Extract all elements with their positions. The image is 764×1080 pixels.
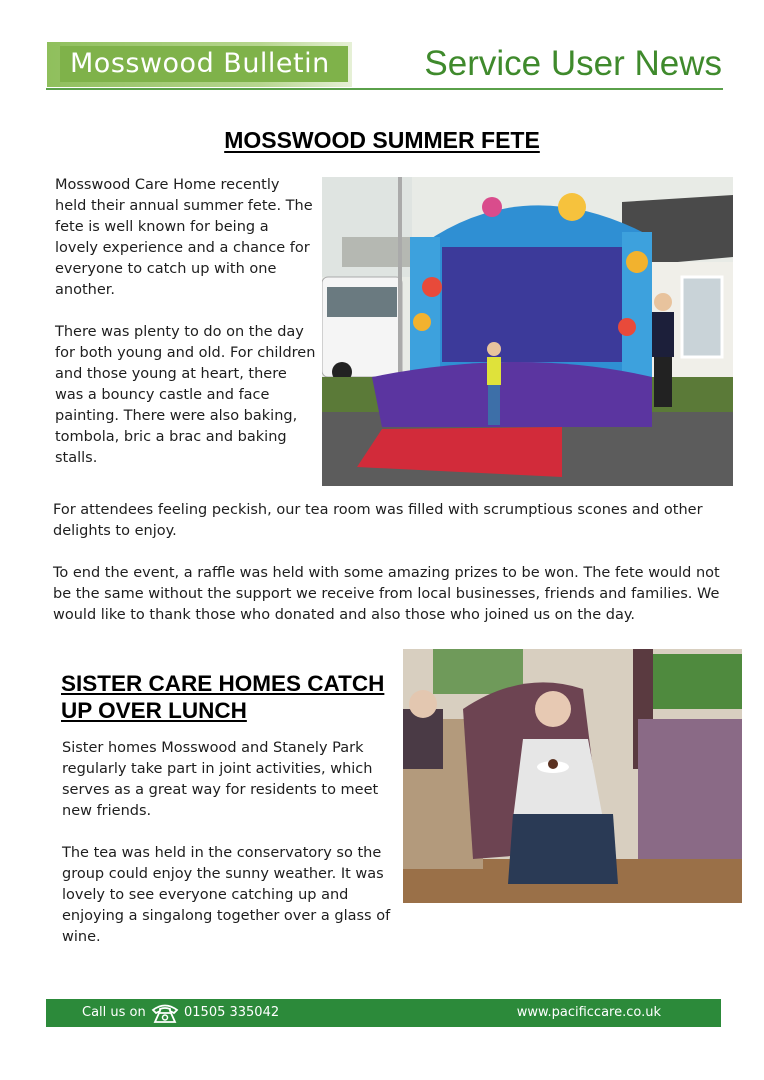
section-title: Service User News xyxy=(424,44,722,83)
footer-bar xyxy=(46,999,721,1027)
article2-title: SISTER CARE HOMES CATCH UP OVER LUNCH xyxy=(61,671,385,723)
article1-para4: To end the event, a raffle was held with some amazing prizes to be won. The fete would not be the same without the support we receive from local businesses, friends and families. We would like to thank those who donated and also those who joined us on the day. xyxy=(53,565,720,623)
bulletin-title: Mosswood Bulletin xyxy=(60,46,348,82)
footer-phone-number[interactable]: 01505 335042 xyxy=(184,1005,280,1020)
footer-website-link[interactable]: www.pacificcare.co.uk xyxy=(516,1005,661,1020)
bouncy-castle-photo xyxy=(322,177,733,486)
article2-para2: The tea was held in the conservatory so the group could enjoy the sunny weather. It was lovely to see everyone catching up and enjoying a singalong together over a glass of wine. xyxy=(62,845,391,945)
header-divider xyxy=(46,88,723,90)
article1-para1: Mosswood Care Home recently held their annual summer fete. The fete is well known for being a lovely experience and a chance for everyone to catch up with one another. xyxy=(55,177,313,298)
article1-title: MOSSWOOD SUMMER FETE xyxy=(224,127,540,153)
residents-lunch-photo xyxy=(403,649,742,903)
article1-para2: There was plenty to do on the day for both young and old. For children and those young at heart, there was a bouncy castle and face painting. There were also baking, tombola, bric a brac and baking stalls. xyxy=(55,324,316,466)
article1-para3: For attendees feeling peckish, our tea room was filled with scrumptious scones and other delights to enjoy. xyxy=(53,502,703,539)
telephone-icon xyxy=(150,1001,180,1029)
footer-call-label: Call us on xyxy=(82,1005,146,1020)
article2-para1: Sister homes Mosswood and Stanely Park regularly take part in joint activities, which serves as a great way for residents to meet new friends. xyxy=(62,740,379,819)
